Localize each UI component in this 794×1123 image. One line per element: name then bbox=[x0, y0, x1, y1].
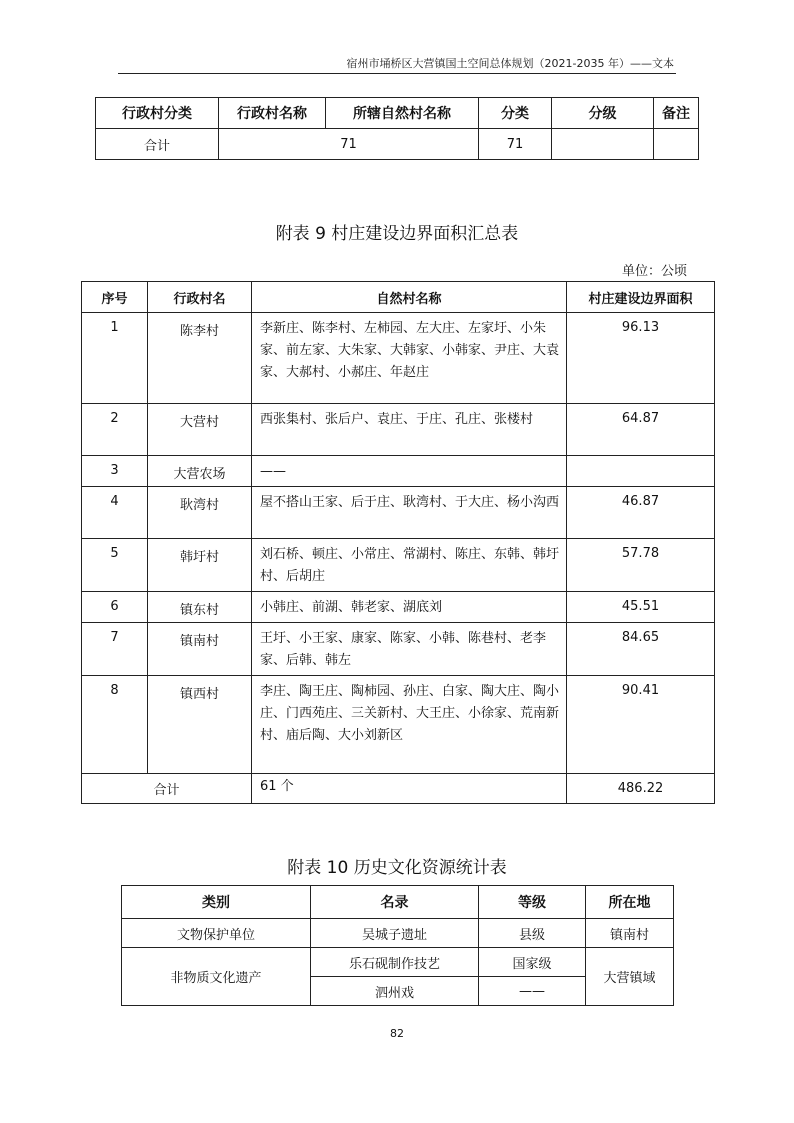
heritage-location: 大营镇域 bbox=[586, 948, 674, 1006]
total-villages: 71 bbox=[219, 129, 479, 160]
table-row bbox=[82, 456, 715, 487]
col-header: 行政村名 bbox=[148, 282, 252, 313]
col-header: 行政村名称 bbox=[219, 98, 326, 129]
category: 非物质文化遗产 bbox=[122, 948, 311, 1006]
empty-cell bbox=[552, 129, 654, 160]
heritage-location: 镇南村 bbox=[586, 919, 674, 948]
table-row bbox=[82, 623, 715, 676]
table-row bbox=[122, 919, 674, 948]
natural-villages: 刘石桥、顿庄、小常庄、常湖村、陈庄、东韩、韩圩村、后胡庄 bbox=[252, 539, 567, 592]
table-header-row bbox=[122, 886, 674, 919]
boundary-area: 46.87 bbox=[567, 487, 715, 539]
category: 文物保护单位 bbox=[122, 919, 311, 948]
empty-cell bbox=[654, 129, 699, 160]
table-total-row bbox=[82, 774, 715, 804]
table9-caption: 附表 9 村庄建设边界面积汇总表 bbox=[275, 224, 519, 244]
row-number: 5 bbox=[82, 539, 148, 592]
total-label: 合计 bbox=[96, 129, 219, 160]
admin-village: 韩圩村 bbox=[148, 539, 252, 592]
table-row bbox=[82, 676, 715, 774]
col-header: 行政村分类 bbox=[96, 98, 219, 129]
village-classification-table bbox=[95, 97, 699, 160]
heritage-level: 县级 bbox=[479, 919, 586, 948]
table-header-row bbox=[96, 98, 699, 129]
table-row bbox=[82, 313, 715, 404]
table-row bbox=[82, 404, 715, 456]
page-number: 82 bbox=[390, 1027, 404, 1040]
admin-village: 大营农场 bbox=[148, 456, 252, 487]
admin-village: 陈李村 bbox=[148, 313, 252, 404]
construction-boundary-table bbox=[81, 281, 715, 804]
boundary-area: 96.13 bbox=[567, 313, 715, 404]
col-header: 序号 bbox=[82, 282, 148, 313]
total-count: 61 个 bbox=[252, 774, 567, 804]
row-number: 4 bbox=[82, 487, 148, 539]
row-number: 6 bbox=[82, 592, 148, 623]
row-number: 2 bbox=[82, 404, 148, 456]
col-header: 名录 bbox=[311, 886, 479, 919]
row-number: 7 bbox=[82, 623, 148, 676]
boundary-area bbox=[567, 456, 715, 487]
header-rule bbox=[118, 73, 676, 74]
natural-villages: 李庄、陶王庄、陶柿园、孙庄、白家、陶大庄、陶小庄、门西苑庄、三关新村、大王庄、小徐家、荒南新村、庙后陶、大小刘新区 bbox=[252, 676, 567, 774]
col-header: 类别 bbox=[122, 886, 311, 919]
table-header-row bbox=[82, 282, 715, 313]
boundary-area: 64.87 bbox=[567, 404, 715, 456]
heritage-level: —— bbox=[479, 977, 586, 1006]
row-number: 3 bbox=[82, 456, 148, 487]
total-class: 71 bbox=[479, 129, 552, 160]
heritage-resources-table bbox=[121, 885, 674, 1006]
natural-villages: 西张集村、张后户、袁庄、于庄、孔庄、张楼村 bbox=[252, 404, 567, 456]
natural-villages: 屋不搭山王家、后于庄、耿湾村、于大庄、杨小沟西 bbox=[252, 487, 567, 539]
col-header: 备注 bbox=[654, 98, 699, 129]
document-header-title: 宿州市埇桥区大营镇国土空间总体规划（2021-2035 年）——文本 bbox=[346, 57, 674, 70]
heritage-name: 乐石砚制作技艺 bbox=[311, 948, 479, 977]
col-header: 村庄建设边界面积 bbox=[567, 282, 715, 313]
admin-village: 镇东村 bbox=[148, 592, 252, 623]
admin-village: 镇南村 bbox=[148, 623, 252, 676]
heritage-level: 国家级 bbox=[479, 948, 586, 977]
total-area: 486.22 bbox=[567, 774, 715, 804]
heritage-name: 吴城子遗址 bbox=[311, 919, 479, 948]
admin-village: 大营村 bbox=[148, 404, 252, 456]
boundary-area: 57.78 bbox=[567, 539, 715, 592]
table9-unit: 单位：公顷 bbox=[621, 264, 687, 279]
boundary-area: 90.41 bbox=[567, 676, 715, 774]
heritage-name: 泗州戏 bbox=[311, 977, 479, 1006]
admin-village: 镇西村 bbox=[148, 676, 252, 774]
col-header: 等级 bbox=[479, 886, 586, 919]
natural-villages: —— bbox=[252, 456, 567, 487]
col-header: 分级 bbox=[552, 98, 654, 129]
table-total-row bbox=[96, 129, 699, 160]
col-header: 所在地 bbox=[586, 886, 674, 919]
boundary-area: 84.65 bbox=[567, 623, 715, 676]
natural-villages: 小韩庄、前湖、韩老家、湖底刘 bbox=[252, 592, 567, 623]
table10-caption: 附表 10 历史文化资源统计表 bbox=[287, 858, 507, 878]
row-number: 1 bbox=[82, 313, 148, 404]
col-header: 自然村名称 bbox=[252, 282, 567, 313]
natural-villages: 王圩、小王家、康家、陈家、小韩、陈巷村、老李家、后韩、韩左 bbox=[252, 623, 567, 676]
col-header: 所辖自然村名称 bbox=[326, 98, 479, 129]
total-label: 合计 bbox=[82, 774, 252, 804]
col-header: 分类 bbox=[479, 98, 552, 129]
table-row bbox=[122, 948, 674, 977]
admin-village: 耿湾村 bbox=[148, 487, 252, 539]
table-row bbox=[82, 592, 715, 623]
natural-villages: 李新庄、陈李村、左柿园、左大庄、左家圩、小朱家、前左家、大朱家、大韩家、小韩家、尹庄、大袁家、大郝村、小郝庄、年赵庄 bbox=[252, 313, 567, 404]
boundary-area: 45.51 bbox=[567, 592, 715, 623]
table-row bbox=[82, 539, 715, 592]
table-row bbox=[82, 487, 715, 539]
row-number: 8 bbox=[82, 676, 148, 774]
